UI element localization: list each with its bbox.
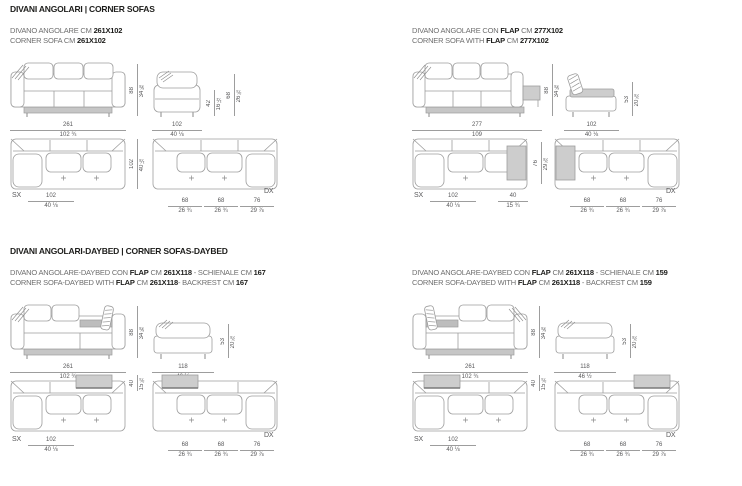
label-dx: DX xyxy=(666,432,676,439)
plan-view-sx-drawing xyxy=(412,374,528,432)
product-card-corner-sofa-flap-277x102 xyxy=(412,26,742,244)
dim-seat-2: 68 26 ¾ xyxy=(606,198,640,215)
dim-seat-2: 68 26 ¾ xyxy=(606,442,640,459)
product-card-corner-sofa-261x102 xyxy=(10,26,370,244)
plan-view-sx-drawing xyxy=(412,138,528,190)
dim-flap-width: 40 15 ¾ xyxy=(498,193,528,210)
dim-flap-height: 53 20 ⅞ xyxy=(624,82,641,116)
product-title-italian: DIVANO ANGOLARE CON FLAP CM 277X102 xyxy=(412,26,563,35)
dim-depth-width: 118 xyxy=(152,364,214,381)
dim-sx-width: 102 40 ⅛ xyxy=(430,193,476,210)
label-dx: DX xyxy=(666,188,676,195)
side-view-drawing xyxy=(10,62,126,118)
plan-view-dx-drawing xyxy=(554,138,680,190)
product-card-daybed-backrest-167 xyxy=(10,268,370,486)
label-sx: SX xyxy=(414,436,423,443)
label-sx: SX xyxy=(12,436,21,443)
dim-sx-width: 102 40 ⅛ xyxy=(430,437,476,454)
section-header-corner-sofas: DIVANI ANGOLARI | CORNER SOFAS xyxy=(10,4,155,14)
dim-seat-2: 68 26 ¾ xyxy=(204,442,238,459)
end-view-daybed-drawing xyxy=(554,312,616,360)
dim-depth-width: 102 40 ⅛ xyxy=(564,122,619,139)
dim-seat-1: 68 26 ¾ xyxy=(570,442,604,459)
dim-side-height: 88 34 ⅝ xyxy=(544,64,561,116)
product-card-daybed-backrest-159 xyxy=(412,268,742,486)
dim-depth-width: 118 46 ½ xyxy=(554,364,616,381)
product-title-english: CORNER SOFA WITH FLAP CM 277X102 xyxy=(412,36,549,45)
dim-seat-3: 76 29 ⅞ xyxy=(642,198,676,215)
dim-seat-2: 68 26 ¾ xyxy=(204,198,238,215)
plan-view-sx-drawing xyxy=(10,138,126,190)
side-view-daybed-drawing xyxy=(412,304,528,360)
dim-side-height: 88 34 ⅝ xyxy=(129,64,146,116)
plan-view-dx-drawing xyxy=(554,374,680,432)
dim-flap-depth: 40 15 ¾ xyxy=(129,375,145,391)
dim-seat-1: 68 26 ¾ xyxy=(570,198,604,215)
dim-seat-3: 76 29 ⅞ xyxy=(240,198,274,215)
dim-seat-3: 76 29 ⅞ xyxy=(642,442,676,459)
end-view-drawing xyxy=(152,70,202,118)
label-dx: DX xyxy=(264,188,274,195)
dim-side-height: 88 34 ⅝ xyxy=(129,306,146,358)
product-title-english: CORNER SOFA-DAYBED WITH FLAP CM 261X118 - BACKREST CM 159 xyxy=(412,278,652,287)
end-view-daybed-drawing xyxy=(152,312,214,360)
dim-plan-depth: 102 40 ⅛ xyxy=(129,139,146,189)
dim-seat-3: 76 29 ⅞ xyxy=(240,442,274,459)
dim-sx-width: 102 40 ⅛ xyxy=(28,193,74,210)
dim-side-height: 88 34 ⅝ xyxy=(531,306,548,358)
product-title-english xyxy=(10,36,370,46)
dim-side-width: 261 102 ¾ xyxy=(412,364,528,381)
plan-view-dx-drawing xyxy=(152,138,278,190)
product-title-english: CORNER SOFA-DAYBED WITH FLAP CM 261X118- BACKREST CM 167 xyxy=(10,278,248,287)
dim-back-height: 68 26 ¾ xyxy=(226,74,243,116)
dim-sx-width: 102 40 ⅛ xyxy=(28,437,74,454)
dim-flap-height: 53 20 ⅞ xyxy=(622,324,639,358)
dim-depth-width: 102 40 ⅛ xyxy=(152,122,202,139)
product-title-italian: DIVANO ANGOLARE-DAYBED CON FLAP CM 261X118 - SCHIENALE CM 159 xyxy=(412,268,668,277)
dim-flap-depth: 40 15 ¾ xyxy=(531,375,547,391)
dim-side-width: 277 109 xyxy=(412,122,542,139)
dim-side-width: 261 102 ¾ xyxy=(10,122,126,139)
plan-view-sx-drawing xyxy=(10,374,126,432)
product-title-italian: DIVANO ANGOLARE-DAYBED CON FLAP CM 261X118 - SCHIENALE CM 167 xyxy=(10,268,266,277)
title-dimensions: 261X102 xyxy=(77,36,106,45)
side-view-daybed-drawing xyxy=(10,304,126,360)
label-dx: DX xyxy=(264,432,274,439)
section-header-corner-sofas-daybed: DIVANI ANGOLARI-DAYBED | CORNER SOFAS-DAYBED xyxy=(10,246,228,256)
dim-side-width: 261 102 ¾ xyxy=(10,364,126,381)
label-sx: SX xyxy=(12,192,21,199)
dim-seat-1: 68 26 ¾ xyxy=(168,198,202,215)
end-view-flap-drawing xyxy=(564,70,619,118)
dim-seat-1: 68 26 ¾ xyxy=(168,442,202,459)
dim-plan-depth: 76 29 ⅞ xyxy=(533,142,550,184)
title-dimensions: 261X102 xyxy=(93,26,123,35)
dim-flap-height: 53 20 ⅞ xyxy=(220,324,237,358)
dim-seat-height: 42 16 ½ xyxy=(206,90,223,116)
side-view-drawing xyxy=(412,62,542,118)
title-text: CORNER SOFA CM xyxy=(10,36,78,45)
product-title-italian xyxy=(10,26,370,36)
label-sx: SX xyxy=(414,192,423,199)
title-text: DIVANO ANGOLARE CM xyxy=(10,26,94,35)
plan-view-dx-drawing xyxy=(152,374,278,432)
